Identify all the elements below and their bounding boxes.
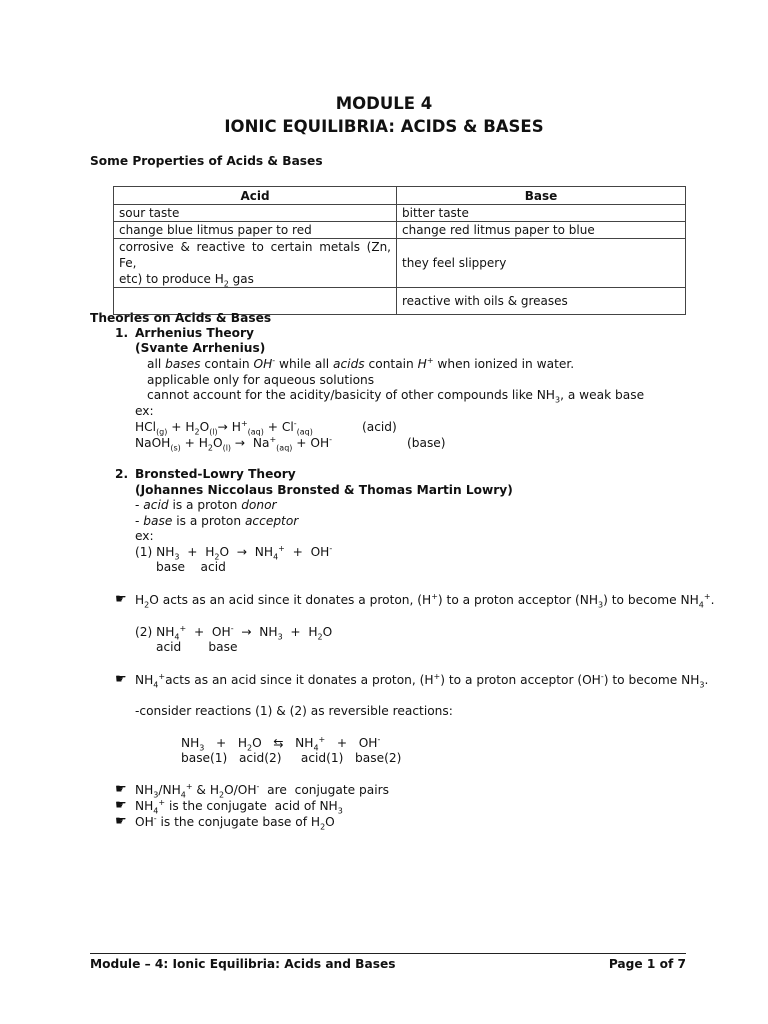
text: acid bbox=[143, 498, 169, 512]
text: , a weak base bbox=[560, 388, 645, 402]
bronsted-number: 2. bbox=[115, 467, 129, 481]
acid-cell-line: etc) to produce H bbox=[119, 272, 224, 286]
acid-cell-line: corrosive & reactive to certain metals (Zn, Fe, bbox=[119, 240, 391, 270]
bronsted-person: (Johannes Niccolaus Bronsted & Thomas Martin Lowry) bbox=[135, 483, 513, 497]
pointing-hand-icon: ☛ bbox=[115, 672, 127, 687]
arrhenius-title: Arrhenius Theory bbox=[135, 326, 255, 340]
equation-1: (1) $NH_3 + H_2O \to NH_4^+ + OH^-$ bbox=[135, 543, 333, 562]
text: bases bbox=[165, 357, 201, 371]
subscript: 3 bbox=[554, 395, 561, 405]
text: contain bbox=[364, 357, 418, 371]
equation-3: $NH_3 + H_2O$ ⇆ $NH_4^+ + OH^-$ bbox=[181, 734, 381, 753]
base-column-header: Base bbox=[397, 187, 686, 205]
table-row bbox=[114, 239, 686, 288]
bronsted-acid-definition bbox=[135, 498, 277, 512]
text: all bbox=[147, 357, 166, 371]
equation-label: (acid) bbox=[362, 420, 397, 434]
text: cannot account for the acidity/basicity of other compounds like NH bbox=[147, 388, 555, 402]
pointing-hand-icon: ☛ bbox=[115, 782, 127, 797]
pointing-hand-icon: ☛ bbox=[115, 592, 127, 607]
arrhenius-person: (Svante Arrhenius) bbox=[135, 341, 266, 355]
bronsted-base-definition bbox=[135, 514, 298, 528]
text: acceptor bbox=[244, 514, 299, 528]
bullet-conjugate-base: OH- is the conjugate base of $H_2O$ bbox=[135, 813, 335, 832]
text: donor bbox=[241, 498, 277, 512]
acid-cell-line: gas bbox=[228, 272, 254, 286]
text: is a proton bbox=[168, 498, 242, 512]
properties-heading: Some Properties of Acids & Bases bbox=[90, 154, 323, 168]
table-row bbox=[114, 222, 686, 239]
bullet-conjugate-pairs: $NH_3/NH_4^+$ & $H_2O/OH^-$ are conjugate pairs bbox=[135, 781, 389, 800]
page-number: Page 1 of 7 bbox=[608, 957, 686, 971]
acid-cell bbox=[114, 239, 397, 288]
text: - bbox=[135, 498, 144, 512]
acid-cell: sour taste bbox=[114, 205, 397, 222]
base-cell: they feel slippery bbox=[397, 239, 686, 288]
equation-hcl: $HCl_{(g)} + H_2O_{(l)}\to H^+_{(aq)} + Cl^-_{(aq)}$ bbox=[135, 418, 313, 437]
equation-2: (2) $NH_4^+ + OH^- \to NH_3 + H_2O$ bbox=[135, 623, 333, 642]
arrhenius-limitation bbox=[147, 388, 645, 405]
acid-column-header: Acid bbox=[114, 187, 397, 205]
page-title: MODULE 4 bbox=[335, 94, 433, 113]
bronsted-note-2: $NH_4^+acts$ as an acid since it donates a proton, (H+) to a proton acceptor (OH-) to become $NH_3$. bbox=[135, 671, 709, 690]
superscript: + bbox=[426, 355, 434, 365]
equation-naoh: NaOH$_{(s)}$ + $H_2O_{(l)} \to Na^+_{(aq)} + OH^-$ bbox=[135, 434, 333, 453]
text: H bbox=[417, 357, 427, 371]
text: contain bbox=[200, 357, 254, 371]
base-cell: bitter taste bbox=[397, 205, 686, 222]
base-cell: reactive with oils & greases bbox=[397, 288, 686, 315]
equation-3-labels: base(1) acid(2) acid(1) base(2) bbox=[181, 751, 402, 765]
subscript: 2 bbox=[223, 279, 229, 289]
text: - bbox=[135, 514, 144, 528]
text: OH bbox=[253, 357, 273, 371]
superscript: - bbox=[272, 355, 276, 365]
arrhenius-definition bbox=[147, 357, 574, 371]
pointing-hand-icon: ☛ bbox=[115, 798, 127, 813]
text: base bbox=[143, 514, 173, 528]
footer-title: Module – 4: Ionic Equilibria: Acids and Bases bbox=[90, 957, 396, 971]
example-label: ex: bbox=[135, 529, 154, 543]
text: is a proton bbox=[172, 514, 245, 528]
properties-table bbox=[113, 186, 686, 315]
footer-divider bbox=[90, 953, 686, 954]
equation-2-labels: acid base bbox=[156, 640, 238, 654]
bronsted-note-1: $H_2O$ acts as an acid since it donates a proton, (H+) to a proton acceptor $(NH_3)$ to become $NH_4^+$. bbox=[135, 591, 715, 610]
text: while all bbox=[275, 357, 334, 371]
example-label: ex: bbox=[135, 404, 154, 418]
bronsted-title: Bronsted-Lowry Theory bbox=[135, 467, 296, 481]
equation-1-labels: base acid bbox=[156, 560, 226, 574]
bullet-conjugate-acid: $NH_4^+$ is the conjugate acid of $NH_3$ bbox=[135, 797, 343, 816]
consider-note: -consider reactions (1) & (2) as reversible reactions: bbox=[135, 704, 453, 718]
theories-heading: Theories on Acids & Bases bbox=[90, 311, 272, 325]
acid-cell: change blue litmus paper to red bbox=[114, 222, 397, 239]
text: when ionized in water. bbox=[433, 357, 575, 371]
arrhenius-limitation: applicable only for aqueous solutions bbox=[147, 373, 375, 387]
equation-label: (base) bbox=[407, 436, 446, 450]
arrhenius-number: 1. bbox=[115, 326, 129, 340]
text: acids bbox=[333, 357, 365, 371]
pointing-hand-icon: ☛ bbox=[115, 814, 127, 829]
table-row bbox=[114, 205, 686, 222]
base-cell: change red litmus paper to blue bbox=[397, 222, 686, 239]
page-subtitle: IONIC EQUILIBRIA: ACIDS & BASES bbox=[224, 117, 544, 136]
table-header-row bbox=[114, 187, 686, 205]
